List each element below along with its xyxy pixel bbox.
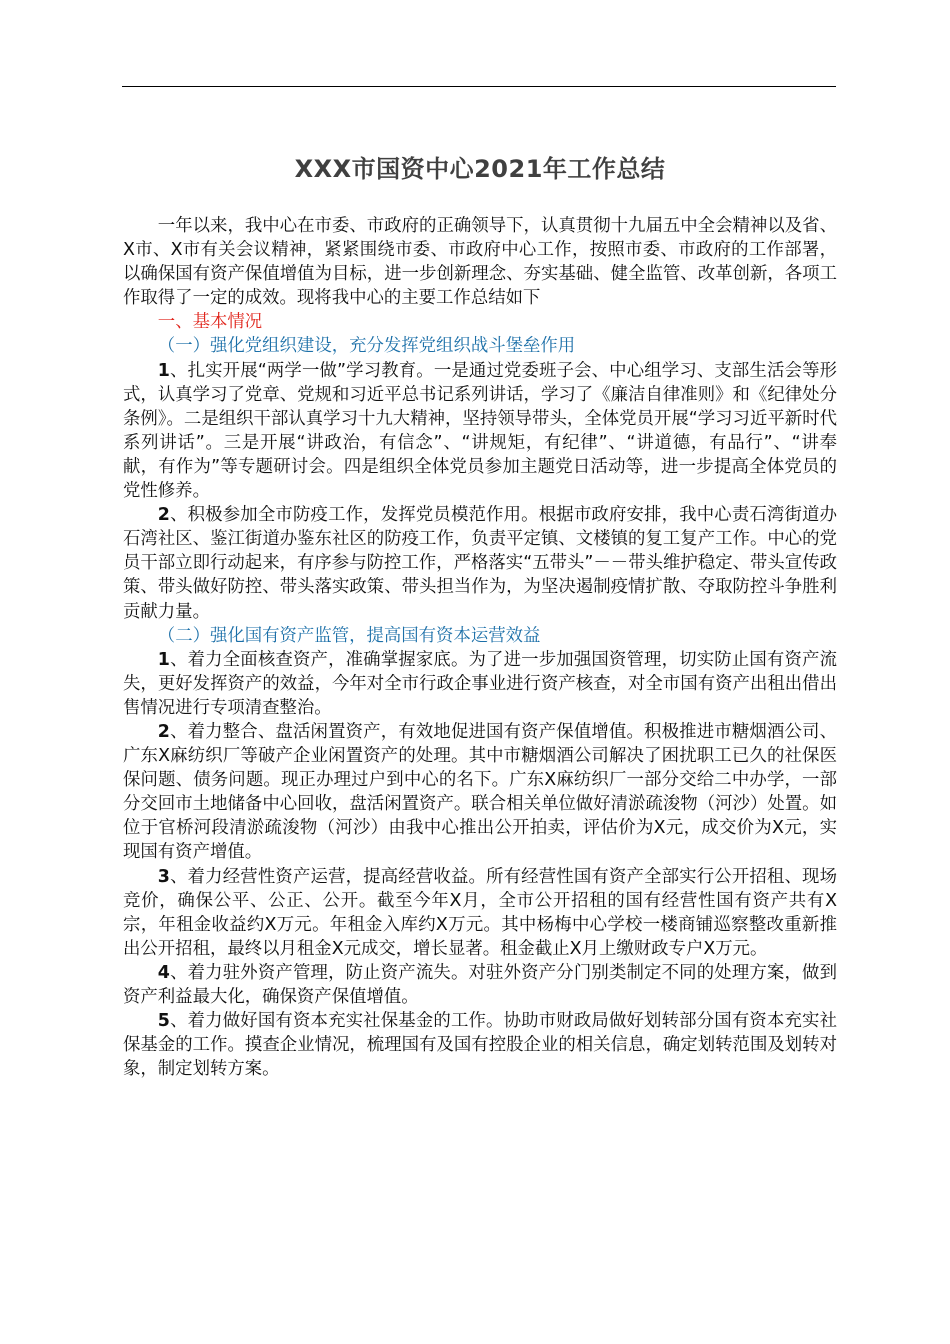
item-text: 、着力经营性资产运营，提高经营收益。所有经营性国有资产全部实行公开招租、现场竞价，确保公平、公正、公开。截至今年X月，全市公开招租的国有经营性国有资产共有X宗，年租金收益约X万元。年租金入库约X万元。其中杨梅中心学校一楼商铺巡察整改重新推出公开招租，最终以月租金X元成交，增长显著。租金截止X月上缴财政专户X万元。 <box>123 866 837 959</box>
item-number: 3 <box>157 866 170 887</box>
item-text: 、着力整合、盘活闲置资产，有效地促进国有资产保值增值。积极推进市糖烟酒公司、广东X麻纺织厂等破产企业闲置资产的处理。其中市糖烟酒公司解决了困扰职工已久的社保医保问题、债务问题。现正办理过户到中心的名下。广东X麻纺织厂一部分交给二中办学，一部分交回市土地储备中心回收，盘活闲置资产。联合相关单位做好清淤疏浚物（河沙）处置。如位于官桥河段清淤疏浚物（河沙）由我中心推出公开拍卖，评估价为X元，成交价为X元，实现国有资产增值。 <box>123 721 837 863</box>
item-number: 1 <box>157 360 170 381</box>
paragraph-asset-item-3 <box>123 865 837 961</box>
header-rule <box>122 86 836 87</box>
paragraph-asset-item-2 <box>123 720 837 865</box>
item-text: 、扎实开展“两学一做”学习教育。一是通过党委班子会、中心组学习、支部生活会等形式，认真学习了党章、党规和习近平总书记系列讲话，学习了《廉洁自律准则》和《纪律处分条例》。二是组织干部认真学习十九大精神，坚持领导带头，全体党员开展“学习习近平新时代系列讲话”。三是开展“讲政治，有信念”、“讲规矩，有纪律”、“讲道德，有品行”、“讲奉献，有作为”等专题研讨会。四是组织全体党员参加主题党日活动等，进一步提高全体党员的党性修养。 <box>123 360 837 502</box>
paragraph-asset-item-4 <box>123 961 837 1009</box>
paragraph-asset-item-5 <box>123 1009 837 1081</box>
intro-paragraph: 一年以来，我中心在市委、市政府的正确领导下，认真贯彻十九届五中全会精神以及省、X市、X市有关会议精神，紧紧围绕市委、市政府中心工作，按照市委、市政府的工作部署，以确保国有资产保值增值为目标，进一步创新理念、夯实基础、健全监管、改革创新，各项工作取得了一定的成效。现将我中心的主要工作总结如下 <box>123 216 837 309</box>
subheading-asset-supervision: （二）强化国有资产监管，提高国有资本运营效益 <box>157 625 541 646</box>
paragraph-asset-item-1 <box>123 648 837 720</box>
item-text: 、着力驻外资产管理，防止资产流失。对驻外资产分门别类制定不同的处理方案，做到资产利益最大化，确保资产保值增值。 <box>123 962 837 1007</box>
subheading-party-building: （一）强化党组织建设，充分发挥党组织战斗堡垒作用 <box>157 336 576 357</box>
document-body <box>123 145 837 1081</box>
paragraph-party-item-2 <box>123 503 837 623</box>
item-text: 、着力做好国有资本充实社保基金的工作。协助市财政局做好划转部分国有资本充实社保基金的工作。摸查企业情况，梳理国有及国有控股企业的相关信息，确定划转范围及划转对象，制定划转方案。 <box>123 1011 837 1080</box>
item-number: 2 <box>157 721 170 742</box>
heading-basic-situation: 一、基本情况 <box>157 312 263 333</box>
item-number: 2 <box>157 505 170 526</box>
item-text: 、积极参加全市防疫工作，发挥党员模范作用。根据市政府安排，我中心责石湾街道办石湾社区、鉴江街道办鉴东社区的防疫工作，负责平定镇、文楼镇的复工复产工作。中心的党员干部立即行动起来，有序参与防控工作，严格落实“五带头”－－带头维护稳定、带头宣传政策、带头做好防控、带头落实政策、带头担当作为，为坚决遏制疫情扩散、夺取防控斗争胜利贡献力量。 <box>123 505 837 622</box>
item-number: 4 <box>157 962 170 983</box>
document-title: XXX市国资中心2021年工作总结 <box>294 155 666 183</box>
item-number: 1 <box>157 649 170 670</box>
item-number: 5 <box>157 1011 170 1032</box>
item-text: 、着力全面核查资产，准确掌握家底。为了进一步加强国资管理，切实防止国有资产流失，更好发挥资产的效益，今年对全市行政企事业进行资产核查，对全市国有资产出租出借出售情况进行专项清查整治。 <box>123 649 837 718</box>
paragraph-party-item-1 <box>123 359 837 504</box>
